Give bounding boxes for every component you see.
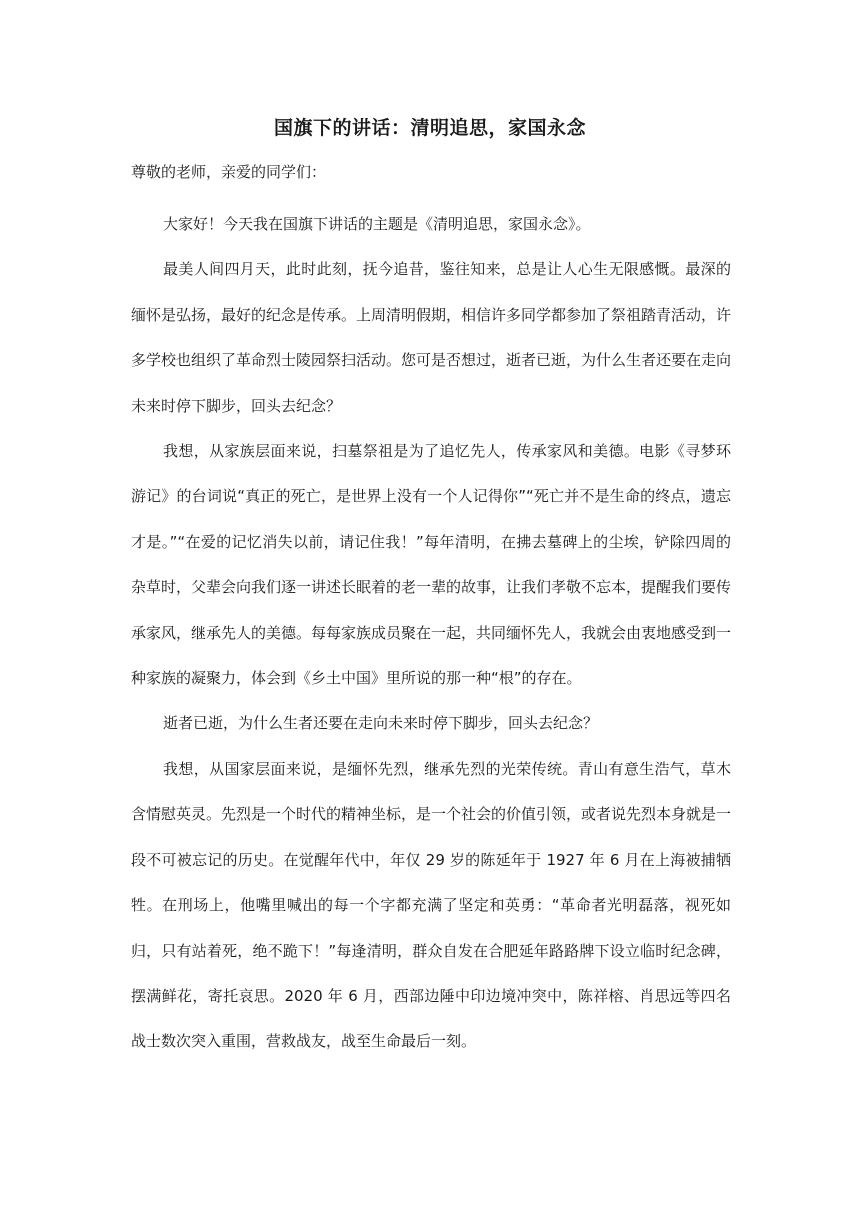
paragraph-april: 最美人间四月天，此时此刻，抚今追昔，鉴往知来，总是让人心生无限感慨。最深的缅怀是弘扬，最好的纪念是传承。上周清明假期，相信许多同学都参加了祭祖踏青活动，许多学校也组织了革命烈士陵园祭扫活动。您可是否想过，逝者已逝，为什么生者还要在走向未来时停下脚步，回头去纪念？ bbox=[131, 260, 732, 415]
document-title: 国旗下的讲话：清明追思，家国永念 bbox=[273, 117, 586, 139]
speech-body bbox=[131, 202, 731, 1065]
paragraph-opening: 大家好！今天我在国旗下讲话的主题是《清明追思，家国永念》。 bbox=[163, 215, 591, 233]
greeting-line: 尊敬的老师，亲爱的同学们： bbox=[131, 163, 327, 181]
paragraph-question: 逝者已逝，为什么生者还要在走向未来时停下脚步，回头去纪念？ bbox=[163, 714, 599, 733]
paragraph-family: 我想，从家族层面来说，扫墓祭祖是为了追忆先人，传承家风和美德。电影《寻梦环游记》的台词说“真正的死亡，是世界上没有一个人记得你”“死亡并不是生命的终点，遗忘才是。”“在爱的记忆消失以前，请记住我！”每年清明，在拂去墓碑上的尘埃，铲除四周的杂草时，父辈会向我们逐一讲述长眠着的老一辈的故事，让我们孝敬不忘本，提醒我们要传承家风，继承先人的美德。每每家族成员聚在一起，共同缅怀先人，我就会由衷地感受到一种家族的凝聚力，体会到《乡土中国》里所说的那一种“根”的存在。 bbox=[131, 442, 732, 688]
paragraph-nation: 我想，从国家层面来说，是缅怀先烈，继承先烈的光荣传统。青山有意生浩气，草木含情慰英灵。先烈是一个时代的精神坐标，是一个社会的价值引领，或者说先烈本身就是一段不可被忘记的历史。在觉醒年代中，年仅 29 岁的陈延年于 1927 年 6 月在上海被捕牺牲。在刑场上，他嘴里喊出的每一个字都充满了坚定和英勇：“革命者光明磊落，视死如归，只有站着死，绝不跪下！”每逢清明，群众自发在合肥延年路路牌下设立临时纪念碑，摆满鲜花，寄托哀思。2020 年 6 月，西部边陲中印边境冲突中，陈祥榕、肖思远等四名战士数次突入重围，营救战友，战至生命最后一刻。 bbox=[131, 759, 732, 1051]
